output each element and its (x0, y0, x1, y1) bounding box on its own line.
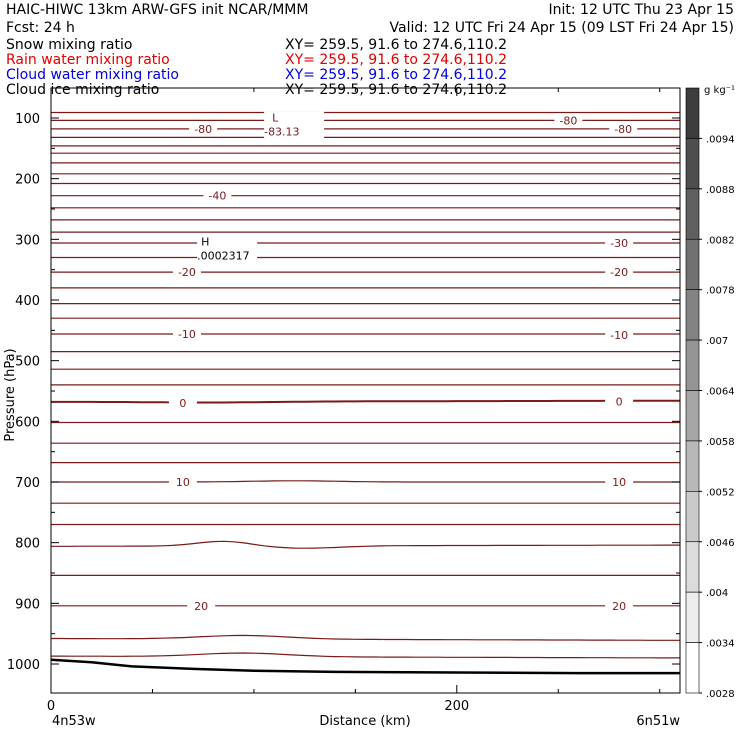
colorbar-segment (686, 643, 699, 693)
field-label: Cloud ice mixing ratio (6, 82, 160, 98)
colorbar-segment (686, 340, 699, 390)
colorbar-segment (686, 542, 699, 592)
field-xy: XY= 259.5, 91.6 to 274.6,110.2 (285, 82, 508, 98)
field-xy: XY= 259.5, 91.6 to 274.6,110.2 (285, 52, 508, 68)
contour-label: 0 (179, 397, 187, 411)
colorbar-label: .0082 (706, 235, 735, 247)
contour-lines (51, 113, 680, 658)
header-init: Init: 12 UTC Thu 23 Apr 15 (548, 2, 734, 18)
field-label: Snow mixing ratio (6, 37, 133, 53)
y-axis-label: Pressure (hPa) (3, 348, 18, 442)
isotherm-contour (51, 401, 680, 403)
colorbar-label: .0058 (706, 436, 735, 448)
isotherm-contour (51, 653, 680, 658)
y-tick-label: 800 (15, 536, 40, 552)
contour-label: -20 (177, 266, 196, 280)
colorbar-label: .0052 (706, 487, 735, 499)
header-title: HAIC-HIWC 13km ARW-GFS init NCAR/MMM (6, 2, 309, 18)
colorbar-segment (686, 290, 699, 340)
contour-label: 10 (612, 476, 627, 489)
isotherm-contour (51, 541, 680, 548)
x-end-location: 6n51w (636, 714, 680, 729)
extremum-mark: H (201, 235, 210, 249)
colorbar-segment (686, 592, 699, 642)
contour-label: -10 (610, 329, 629, 343)
colorbar-segment (686, 239, 699, 289)
x-tick-label: 0 (46, 699, 56, 714)
extremum-value: -83.13 (264, 125, 300, 139)
y-tick-label: 100 (15, 112, 40, 127)
colorbar-label: .0094 (706, 134, 735, 146)
colorbar (686, 88, 735, 700)
colorbar-segment (686, 441, 699, 491)
colorbar-unit: g kg⁻¹ (704, 85, 735, 96)
contour-label: 10 (175, 476, 190, 489)
field-xy: XY= 259.5, 91.6 to 274.6,110.2 (285, 67, 508, 83)
contour-label: -80 (194, 122, 213, 136)
colorbar-segment (686, 189, 699, 239)
field-xy: XY= 259.5, 91.6 to 274.6,110.2 (285, 37, 508, 53)
isotherm-contour (51, 635, 680, 640)
y-tick-label: 1000 (6, 658, 40, 673)
terrain-line (51, 660, 680, 673)
colorbar-label: .0034 (706, 638, 735, 650)
contour-label: -80 (614, 122, 633, 136)
y-tick-label: 500 (15, 354, 40, 370)
isotherm-contour (51, 481, 680, 482)
contour-label: 20 (194, 599, 209, 613)
contour-label: -30 (610, 236, 629, 250)
contour-labels (169, 113, 637, 612)
contour-label: -10 (177, 327, 196, 341)
colorbar-segment (686, 88, 699, 138)
field-legend (6, 37, 507, 98)
extremum-value: .0002317 (197, 249, 250, 263)
y-tick-label: 200 (15, 172, 40, 188)
colorbar-label: .007 (706, 336, 729, 348)
contour-label: -40 (208, 189, 227, 203)
colorbar-label: .0028 (706, 689, 735, 700)
y-tick-label: 300 (15, 233, 40, 249)
colorbar-label: .0064 (706, 386, 735, 398)
header-forecast: Fcst: 24 h (6, 20, 75, 36)
y-tick-label: 400 (15, 294, 40, 309)
y-tick-label: 600 (15, 415, 40, 431)
contour-label: 0 (615, 395, 623, 409)
terrain-surface (51, 660, 680, 673)
y-tick-label: 700 (15, 476, 40, 491)
extremum-mark: L (272, 111, 279, 125)
x-axis-label: Distance (km) (319, 714, 411, 729)
contour-label: 20 (612, 599, 627, 613)
contour-label: -20 (610, 266, 629, 280)
colorbar-segment (686, 491, 699, 541)
x-start-location: 4n53w (52, 714, 96, 729)
plot-frame (51, 88, 680, 693)
colorbar-label: .004 (706, 588, 729, 600)
x-tick-label: 200 (444, 699, 470, 714)
colorbar-label: .0046 (706, 537, 735, 549)
colorbar-label: .0088 (706, 184, 735, 196)
header-valid: Valid: 12 UTC Fri 24 Apr 15 (09 LST Fri 24 Apr 15) (389, 20, 734, 36)
field-label: Cloud water mixing ratio (6, 67, 179, 83)
field-label: Rain water mixing ratio (6, 52, 170, 68)
y-tick-label: 900 (15, 597, 40, 613)
colorbar-label: .0078 (706, 285, 735, 297)
contour-label: -80 (559, 114, 578, 128)
colorbar-segment (686, 391, 699, 441)
colorbar-segment (686, 138, 699, 188)
